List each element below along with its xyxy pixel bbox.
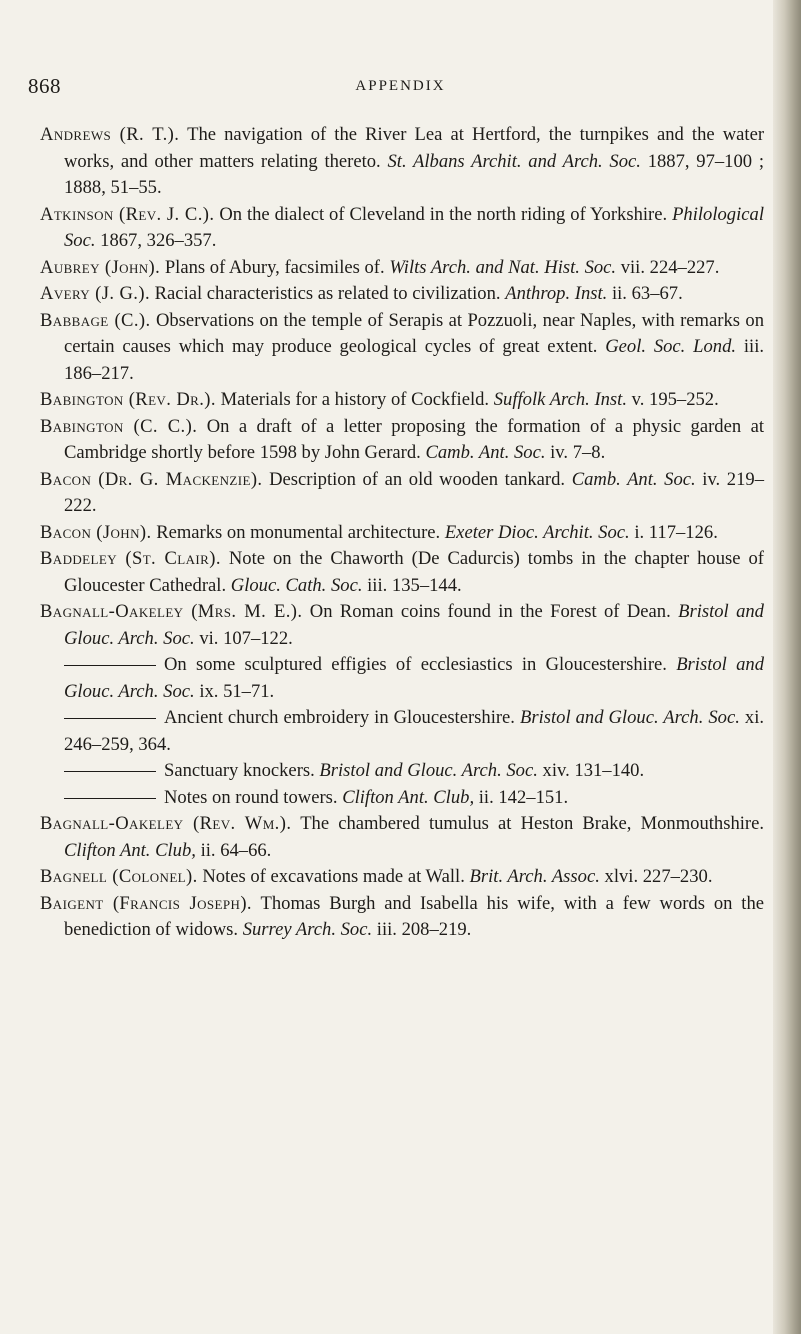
entry-source: Suffolk Arch. Inst. xyxy=(493,389,627,410)
entry-reference: xlvi. 227–230. xyxy=(604,866,713,887)
entry-reference: ii. 63–67. xyxy=(611,283,683,304)
entry-source: Anthrop. Inst. xyxy=(505,283,608,304)
bibliography-list xyxy=(40,122,764,944)
entry-source: Exeter Dioc. Archit. Soc. xyxy=(444,521,630,543)
entry-source: Bristol and Glouc. Arch. Soc. xyxy=(319,760,538,781)
entry-reference: 1867, 326–357. xyxy=(100,230,217,251)
entry-reference: iii. 135–144. xyxy=(367,574,462,596)
entry-title: Racial characteristics as related to civilization. xyxy=(154,283,501,304)
entry-title: The chambered tumulus at Heston Brake, Monmouthshire. xyxy=(300,813,765,834)
entry-reference: i. 117–126. xyxy=(634,521,718,543)
bibliography-entry xyxy=(40,308,764,388)
bibliography-entry xyxy=(40,255,764,282)
entry-title: Note on the Chaworth (De Cadurcis) tombs in the chapter house of Gloucester Cathedral. xyxy=(64,548,764,596)
entry-author: Babbage (C.). xyxy=(40,309,151,331)
ditto-dash xyxy=(64,718,156,719)
entry-reference: 1887, 97–100 ; 1888, 51–55. xyxy=(64,150,764,198)
bibliography-entry xyxy=(40,520,764,547)
entry-title: The navigation of the River Lea at Hertford, the turnpikes and the water works, and other matters relating thereto. xyxy=(64,124,765,172)
entry-title: On a draft of a letter proposing the formation of a physic garden at Cambridge shortly before 1598 by John Gerard. xyxy=(64,415,764,463)
entry-reference: xi. 246–259, 364. xyxy=(64,707,765,755)
entry-source: Geol. Soc. Lond. xyxy=(605,336,737,357)
entry-author: Atkinson (Rev. J. C.). xyxy=(40,203,215,225)
ditto-dash xyxy=(64,665,156,666)
bibliography-entry xyxy=(40,281,764,308)
entry-source: St. Albans Archit. and Arch. Soc. xyxy=(387,150,641,172)
entry-author: Baigent (Francis Joseph). xyxy=(40,892,252,914)
entry-reference: vi. 107–122. xyxy=(199,627,293,649)
entry-source: Bristol and Glouc. Arch. Soc. xyxy=(64,654,764,702)
bibliography-entry-continued xyxy=(40,758,764,785)
entry-title: On some sculptured effigies of ecclesiastics in Gloucestershire. xyxy=(164,654,667,675)
entry-title: Plans of Abury, facsimiles of. xyxy=(164,256,385,278)
entry-author: Bacon (Dr. G. Mackenzie). xyxy=(40,468,263,490)
entry-title: Thomas Burgh and Isabella his wife, with a few words on the benediction of widows. xyxy=(64,892,764,940)
entry-title: Observations on the temple of Serapis at Pozzuoli, near Naples, with remarks on certain causes which may produce geological cycles of great extent. xyxy=(64,309,764,357)
entry-reference: iii. 186–217. xyxy=(64,336,765,384)
entry-source: Wilts Arch. and Nat. Hist. Soc. xyxy=(389,256,617,278)
entry-author: Babington (Rev. Dr.). xyxy=(40,389,216,410)
entry-source: Glouc. Cath. Soc. xyxy=(230,574,363,596)
entry-source: Clifton Ant. Club, xyxy=(342,786,475,808)
ditto-dash xyxy=(64,771,156,772)
entry-title: Remarks on monumental architecture. xyxy=(156,521,441,543)
entry-reference: xiv. 131–140. xyxy=(542,760,645,781)
entry-author: Bagnall-Oakeley (Mrs. M. E.). xyxy=(40,601,303,622)
bibliography-entry xyxy=(40,467,764,520)
entry-title: Sanctuary knockers. xyxy=(164,760,315,781)
bibliography-entry xyxy=(40,546,764,599)
entry-source: Camb. Ant. Soc. xyxy=(425,442,546,463)
bibliography-entry xyxy=(40,599,764,652)
entry-author: Babington (C. C.). xyxy=(40,415,198,437)
page-number: 868 xyxy=(28,74,61,98)
ditto-dash xyxy=(64,798,156,799)
bibliography-entry xyxy=(40,864,764,891)
entry-title: Notes of excavations made at Wall. xyxy=(202,866,465,887)
entry-author: Aubrey (John). xyxy=(40,256,161,278)
entry-author: Baddeley (St. Clair). xyxy=(40,548,221,569)
entry-author: Bacon (John). xyxy=(40,521,152,543)
entry-source: Surrey Arch. Soc. xyxy=(242,919,373,940)
bibliography-entry-continued xyxy=(40,705,764,758)
entry-author: Andrews (R. T.). xyxy=(40,124,180,145)
entry-author: Bagnall-Oakeley (Rev. Wm.). xyxy=(40,813,292,834)
entry-source: Brit. Arch. Assoc. xyxy=(469,866,600,887)
entry-reference: ii. 64–66. xyxy=(200,839,272,861)
bibliography-entry xyxy=(40,202,764,255)
entry-title: Description of an old wooden tankard. xyxy=(269,468,566,490)
entry-title: On the dialect of Cleveland in the north riding of Yorkshire. xyxy=(219,203,668,225)
bibliography-entry xyxy=(40,811,764,864)
bibliography-entry-continued xyxy=(40,652,764,705)
entry-source: Clifton Ant. Club, xyxy=(64,839,196,861)
entry-reference: ii. 142–151. xyxy=(478,786,569,808)
bibliography-entry xyxy=(40,122,764,202)
running-head: APPENDIX xyxy=(355,78,446,94)
entry-author: Avery (J. G.). xyxy=(40,283,150,304)
page-edge-shadow xyxy=(773,0,801,1334)
bibliography-entry xyxy=(40,414,764,467)
entry-source: Bristol and Glouc. Arch. Soc. xyxy=(519,707,740,728)
entry-source: Camb. Ant. Soc. xyxy=(571,468,696,490)
entry-title: Materials for a history of Cockfield. xyxy=(220,389,490,410)
entry-title: Ancient church embroidery in Gloucestershire. xyxy=(164,707,515,728)
bibliography-entry-continued xyxy=(40,785,764,812)
entry-source: Philological Soc. xyxy=(64,203,764,251)
entry-reference: iii. 208–219. xyxy=(376,919,472,940)
entry-reference: v. 195–252. xyxy=(631,389,719,410)
bibliography-entry xyxy=(40,387,764,414)
entry-source: Bristol and Glouc. Arch. Soc. xyxy=(64,601,764,649)
bibliography-entry xyxy=(40,891,764,944)
entry-title: Notes on round towers. xyxy=(164,786,338,808)
entry-reference: vii. 224–227. xyxy=(620,256,720,278)
entry-reference: ix. 51–71. xyxy=(199,680,275,702)
entry-title: On Roman coins found in the Forest of Dean. xyxy=(309,601,671,622)
entry-author: Bagnell (Colonel). xyxy=(40,866,198,887)
entry-reference: iv. 7–8. xyxy=(550,442,606,463)
entry-reference: iv. 219–222. xyxy=(64,468,764,516)
